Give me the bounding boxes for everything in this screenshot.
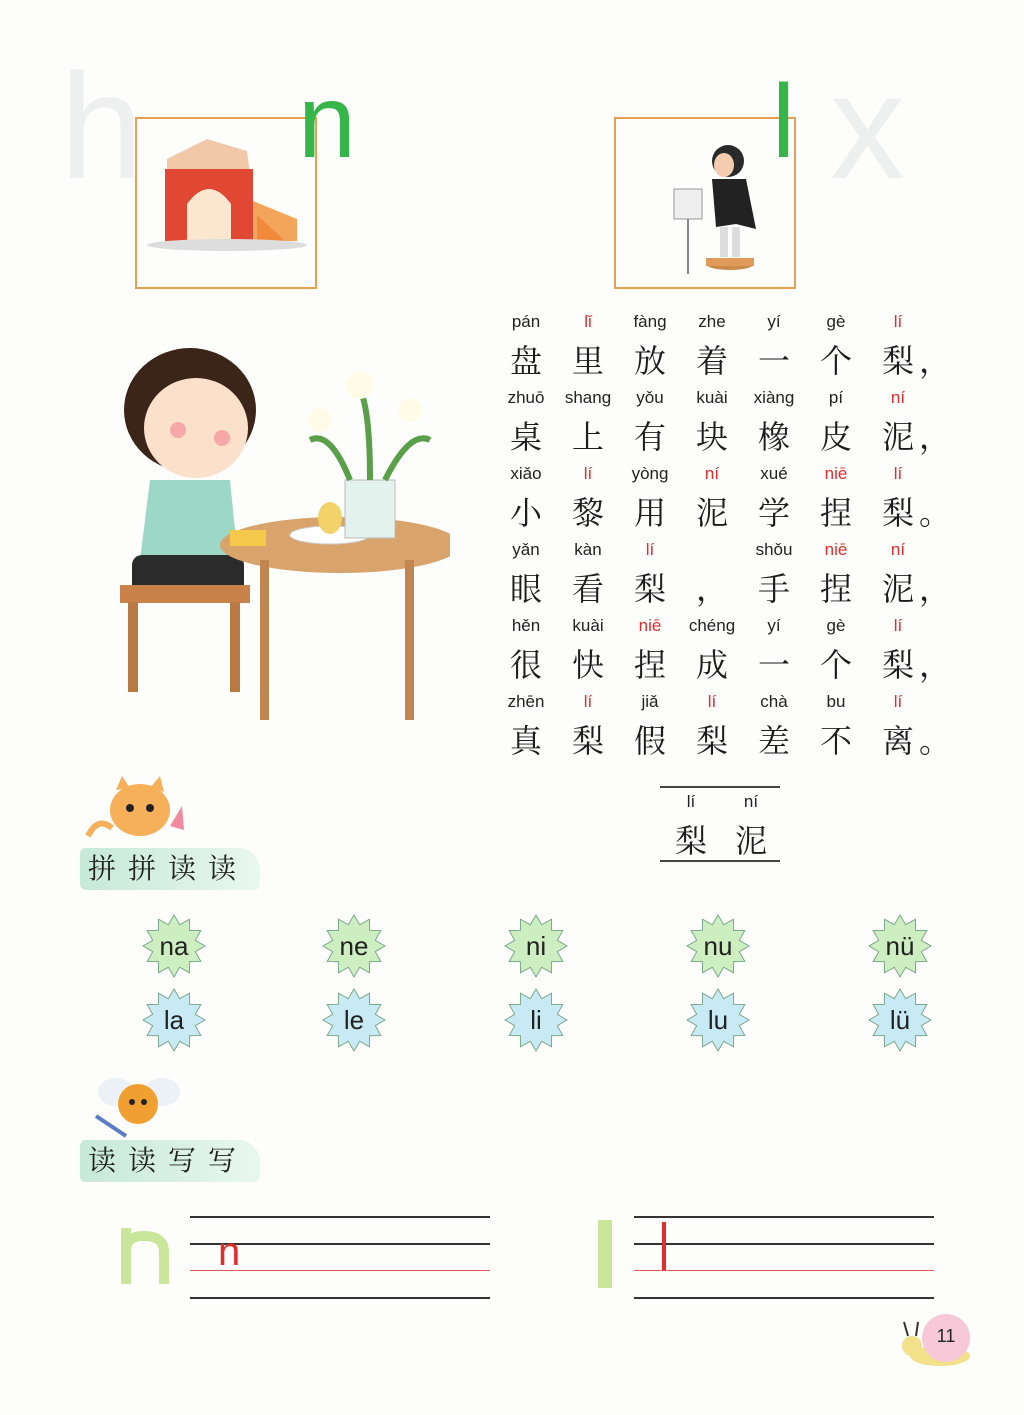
hanzi: 眼	[509, 570, 542, 608]
pinyin: yǒu	[636, 388, 664, 407]
pinyin: xiàng	[753, 388, 795, 407]
hanzi: 一	[757, 342, 790, 380]
syllable-star	[686, 914, 750, 978]
pinyin: lí	[893, 616, 903, 635]
pinyin: lí	[645, 540, 655, 559]
boy-with-pear-illustration	[110, 330, 450, 740]
pinyin: yòng	[631, 464, 669, 483]
syllable-text: lü	[889, 1005, 911, 1035]
pinyin: niē	[824, 464, 848, 483]
n-picture-frame	[135, 117, 317, 289]
pinyin: yí	[767, 312, 781, 331]
hanzi: 梨	[633, 570, 666, 608]
syllable-text: lu	[707, 1005, 729, 1035]
hanzi: 离	[881, 722, 914, 760]
syllable-text: nü	[885, 931, 915, 961]
conductor-icon	[616, 119, 794, 287]
hanzi: ，	[919, 570, 952, 608]
poem-line	[495, 388, 952, 464]
hanzi: 个	[819, 646, 852, 684]
pinyin: pí	[828, 388, 844, 407]
pinyin: hěn	[511, 616, 541, 635]
hanzi: 盘	[509, 342, 542, 380]
pinyin: niē	[638, 616, 662, 635]
hanzi: 上	[571, 418, 604, 456]
hanzi: 看	[571, 570, 604, 608]
title-hanzi-1: 梨	[674, 822, 707, 860]
poem-line	[495, 540, 952, 616]
syllable-text: li	[530, 1005, 542, 1035]
pinyin: chà	[760, 692, 788, 711]
pinyin: zhuō	[507, 388, 545, 407]
syllable-text: la	[163, 1005, 185, 1035]
title-pinyin-1: lí	[686, 792, 696, 811]
writing-line	[190, 1216, 490, 1218]
syllable-star	[868, 988, 932, 1052]
syllable-text: ne	[339, 931, 369, 961]
hanzi: 里	[571, 342, 604, 380]
letter-n: n	[298, 64, 356, 180]
pinyin: kuài	[572, 616, 604, 635]
pinyin: gè	[826, 312, 846, 331]
hanzi: ，	[919, 342, 952, 380]
poem	[495, 312, 952, 768]
writing-line	[634, 1243, 934, 1245]
hanzi: 梨	[881, 646, 914, 684]
poem-line	[495, 312, 952, 388]
pinyin: gè	[826, 616, 846, 635]
pinyin: pán	[511, 312, 541, 331]
pinyin: lí	[893, 464, 903, 483]
hanzi: 。	[919, 722, 952, 760]
syllable-star	[322, 988, 386, 1052]
hanzi: 皮	[819, 418, 852, 456]
writing-sample-l	[662, 1222, 666, 1270]
poem-line	[495, 464, 952, 540]
l-picture-frame	[614, 117, 796, 289]
pinyin: fàng	[633, 312, 667, 331]
syllable-star	[504, 914, 568, 978]
hanzi: 用	[633, 494, 666, 532]
hanzi: 橡	[757, 418, 790, 456]
pinyin: ní	[890, 540, 906, 559]
hanzi: ，	[695, 570, 728, 608]
hanzi: 泥	[881, 570, 914, 608]
pinyin: shǒu	[755, 540, 793, 559]
syllable-star	[322, 914, 386, 978]
hanzi: 梨	[881, 494, 914, 532]
pinyin: lǐ	[584, 312, 592, 331]
writing-line	[190, 1297, 490, 1299]
pinyin: shang	[564, 388, 612, 407]
hanzi: 梨	[695, 722, 728, 760]
pinyin: jiǎ	[641, 692, 659, 711]
hanzi: 捏	[819, 570, 852, 608]
hanzi: 泥	[881, 418, 914, 456]
hanzi: 很	[509, 646, 542, 684]
letter-l: l	[772, 64, 796, 180]
hanzi: 着	[695, 342, 728, 380]
hanzi: 快	[571, 646, 604, 684]
writing-sample-n: n	[218, 1230, 241, 1274]
hanzi: 捏	[819, 494, 852, 532]
hanzi: 成	[695, 646, 728, 684]
hanzi: 个	[819, 342, 852, 380]
hanzi: 小	[509, 494, 542, 532]
pinyin: lí	[893, 692, 903, 711]
bee-icon	[86, 1068, 186, 1140]
pinyin: ní	[704, 464, 720, 483]
hanzi: 黎	[571, 494, 604, 532]
writing-model-l	[598, 1220, 612, 1288]
hanzi: 放	[633, 342, 666, 380]
hanzi: 真	[509, 722, 542, 760]
syllable-text: ni	[525, 931, 547, 961]
hanzi: 有	[633, 418, 666, 456]
hanzi: 梨	[571, 722, 604, 760]
syllable-text: le	[343, 1005, 365, 1035]
hanzi: ，	[919, 418, 952, 456]
hanzi: 手	[757, 570, 790, 608]
background-letters: x	[830, 42, 905, 210]
pinyin: lí	[893, 312, 903, 331]
hanzi: 桌	[509, 418, 542, 456]
hanzi: 泥	[695, 494, 728, 532]
pinyin: yǎn	[512, 540, 540, 559]
pinyin: chéng	[688, 616, 736, 635]
syllable-star	[142, 988, 206, 1052]
pinyin: yí	[767, 616, 781, 635]
pinyin: xiǎo	[510, 464, 542, 483]
hanzi: 不	[819, 722, 852, 760]
hanzi: 学	[757, 494, 790, 532]
writing-line	[634, 1216, 934, 1218]
section-dudu-xiexie: 读读写写	[80, 1140, 260, 1182]
hanzi: 一	[757, 646, 790, 684]
hanzi: 差	[757, 722, 790, 760]
pinyin: zhe	[698, 312, 726, 331]
syllable-star	[868, 914, 932, 978]
syllable-star	[142, 914, 206, 978]
title-hanzi-2: 泥	[734, 822, 767, 860]
pinyin: bu	[826, 692, 846, 711]
writing-line	[634, 1270, 934, 1271]
pinyin: lí	[583, 464, 593, 483]
syllable-star	[504, 988, 568, 1052]
syllable-text: na	[159, 931, 189, 961]
hanzi: ，	[919, 646, 952, 684]
pinyin: lí	[583, 692, 593, 711]
background-letters: h	[60, 42, 144, 210]
poem-line	[495, 692, 952, 768]
writing-model-n	[118, 1224, 172, 1286]
hanzi: 。	[919, 494, 952, 532]
section-pinpin-dudu: 拼拼读读	[80, 848, 260, 890]
title-pinyin-2: ní	[743, 792, 759, 811]
poem-title	[660, 786, 780, 862]
pinyin: kàn	[574, 540, 602, 559]
pinyin: kuài	[696, 388, 728, 407]
pinyin: niē	[824, 540, 848, 559]
syllable-text: nu	[703, 931, 733, 961]
pinyin: lí	[707, 692, 717, 711]
door-blocks-icon	[137, 119, 315, 287]
syllable-star	[686, 988, 750, 1052]
hanzi: 块	[695, 418, 728, 456]
poem-line	[495, 616, 952, 692]
pinyin: xué	[760, 464, 788, 483]
cat-icon	[78, 776, 188, 848]
writing-line	[634, 1297, 934, 1299]
hanzi: 梨	[881, 342, 914, 380]
hanzi: 捏	[633, 646, 666, 684]
pinyin: ní	[890, 388, 906, 407]
page-number: 11	[936, 1326, 956, 1346]
pinyin: zhēn	[507, 692, 545, 711]
hanzi: 假	[633, 722, 666, 760]
